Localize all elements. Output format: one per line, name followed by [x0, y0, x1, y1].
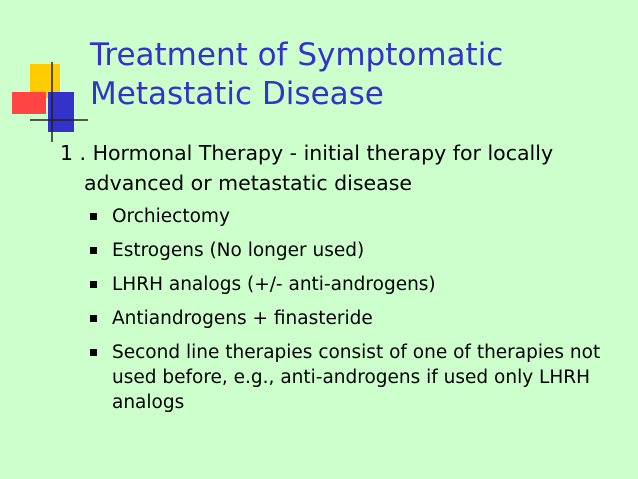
bullet-text: Antiandrogens + finasteride: [112, 308, 373, 329]
slide-content: [60, 138, 620, 424]
bullet-item: [90, 238, 620, 263]
bullet-text: LHRH analogs (+/- anti-androgens): [112, 274, 436, 295]
bullet-item: [90, 306, 620, 331]
bullet-text: Orchiectomy: [112, 206, 230, 227]
bullet-text: Estrogens (No longer used): [112, 240, 365, 261]
bullet-text: Second line therapies consist of one of therapies not used before, e.g., anti-androgens if used only LHRH analogs: [112, 342, 601, 413]
square-bullet-icon: [90, 281, 97, 288]
bullet-item: [90, 204, 620, 229]
square-bullet-icon: [90, 247, 97, 254]
square-bullet-icon: [90, 315, 97, 322]
bullet-item: [90, 272, 620, 297]
title-line-2: Metastatic Disease: [90, 76, 384, 112]
square-bullet-icon: [90, 349, 97, 356]
ornament-red-square: [12, 92, 46, 114]
main-point: 1 . Hormonal Therapy - initial therapy for locally advanced or metastatic disease: [60, 141, 554, 195]
bullet-item: [90, 340, 620, 415]
square-bullet-icon: [90, 213, 97, 220]
title-line-1: Treatment of Symptomatic: [90, 37, 504, 73]
bullet-list: [60, 204, 620, 415]
slide-title: [90, 36, 610, 114]
corner-ornament-icon: [8, 62, 88, 142]
